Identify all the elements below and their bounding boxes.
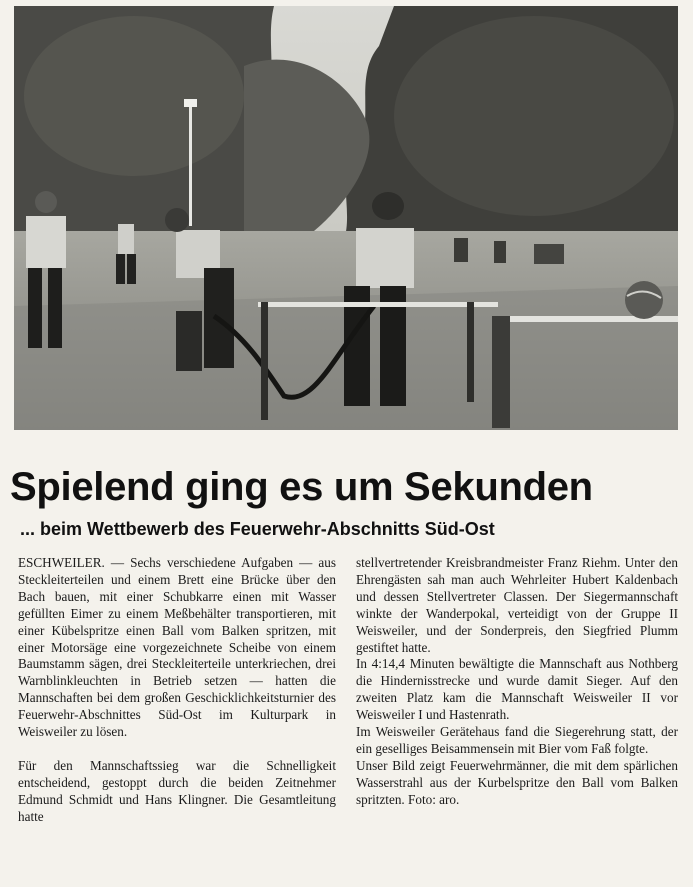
headline: Spielend ging es um Sekunden	[10, 465, 593, 509]
article-column-right	[356, 555, 678, 809]
paragraph: ESCHWEILER. — Sechs verschiedene Aufgaben — aus Steckleiterteilen und einem Brett eine Brücke über den Bach bauen, mit einer Schubkarre einen mit Wasser gefüllten Eimer zu einem Meßbehälter transportieren, mit einer Kübelspritze einen Ball vom Balken spritzen, mit einer Motorsäge eine vorgezeichnete Scheibe von einem Baumstamm sägen, drei Steckleiterteile unterkriechen, drei Warnblinkleuchten in Betrieb setzen — hatten die Mannschaften bei dem großen Geschicklichkeitsturnier des Feuerwehr-Abschnittes Süd-Ost im Kulturpark in Weisweiler zu lösen.	[18, 555, 336, 740]
paragraph: Für den Mannschaftssieg war die Schnelligkeit entscheidend, gestoppt durch die beiden Zeitnehmer Edmund Schmidt und Hans Klingner. Die Gesamtleitung hatte	[18, 757, 336, 824]
paragraph	[356, 758, 678, 809]
news-photo	[14, 6, 678, 430]
article-column-left	[18, 555, 336, 826]
photo-firefighters-illustration	[14, 6, 678, 430]
photo-caption: Unser Bild zeigt Feuerwehrmänner, die mit dem spärlichen Wasserstrahl aus der Kurbelspritze den Ball vom Balken spritzten.	[356, 757, 678, 807]
subheadline: ... beim Wettbewerb des Feuerwehr-Abschnitts Süd-Ost	[20, 519, 495, 539]
photo-credit: Foto: aro.	[408, 791, 460, 807]
paragraph: In 4:14,4 Minuten bewältigte die Mannschaft aus Nothberg die Hindernisstrecke und wurde damit Sieger. Auf den zweiten Platz kam die Mannschaft Weisweiler II vor Weisweiler I und Hastenrath.	[356, 656, 678, 723]
paragraph: stellvertretender Kreisbrandmeister Franz Riehm. Unter den Ehrengästen sah man auch Wehrleiter Hubert Kaldenbach und dessen Stellvertreter Classen. Der Siegermannschaft winkte der Wanderpokal, verteidigt von der Gruppe II Weisweiler, und der Sonderpreis, den Siegfried Plumm gestiftet hatte.	[356, 555, 678, 655]
paragraph: Im Weisweiler Gerätehaus fand die Siegerehrung statt, der ein geselliges Beisammensein mit Bier vom Faß folgte.	[356, 724, 678, 756]
